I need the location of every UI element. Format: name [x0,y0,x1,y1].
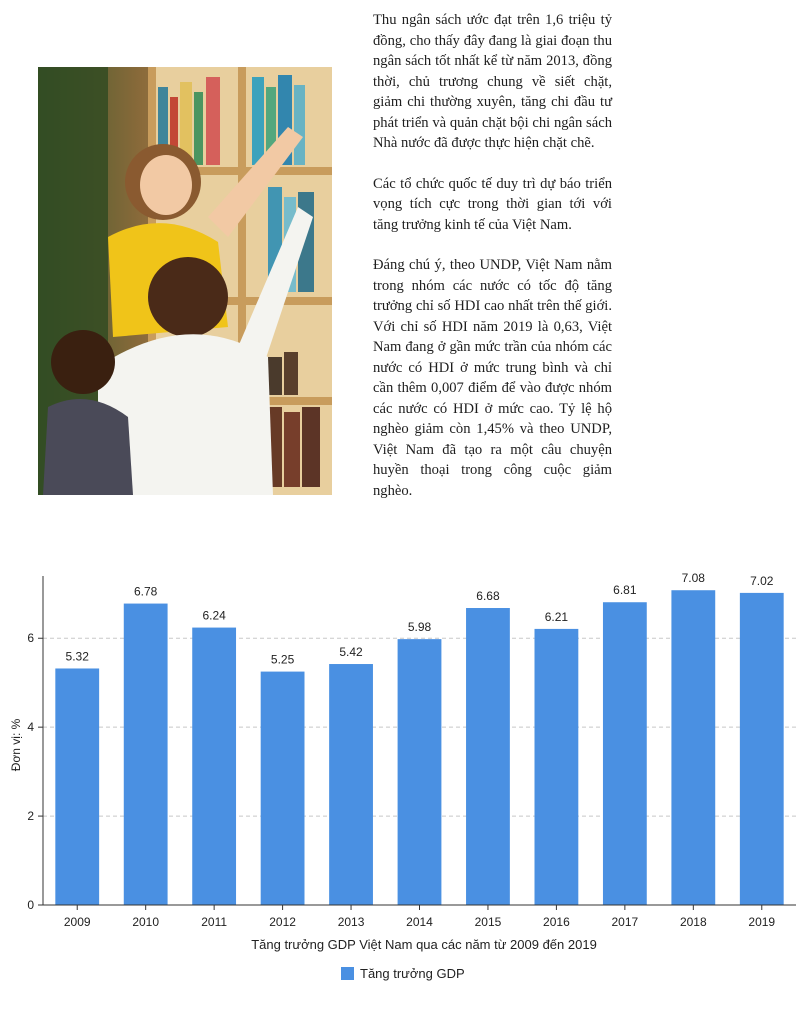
bar-2015 [466,608,510,905]
x-tick-label-2018: 2018 [679,915,707,929]
article-paragraph: Các tổ chức quốc tế duy trì dự báo triển vọng tích cực trong thời gian tới với tăng trưởng kinh tế của Việt Nam. [373,175,612,233]
chart-canvas [0,560,800,1000]
legend-label: Tăng trưởng GDP [360,966,465,981]
bar-2009 [55,668,99,905]
y-tick-label: 4 [27,720,34,735]
value-label-2016: 6.21 [544,609,569,624]
x-tick-label-2013: 2013 [337,915,365,929]
x-tick-label-2011: 2011 [201,915,228,929]
x-tick-label-2015: 2015 [474,915,502,929]
value-label-2013: 5.42 [339,645,363,660]
y-tick-label: 2 [27,809,34,824]
x-tick-label-2009: 2009 [63,915,91,929]
bar-2012 [261,672,305,905]
bar-2017 [603,602,647,905]
value-label-2015: 6.68 [476,589,500,604]
value-label-2010: 6.78 [134,584,158,599]
bar-2018 [671,590,715,905]
x-tick-label-2012: 2012 [269,915,296,929]
x-tick-label-2016: 2016 [543,915,570,929]
x-tick-label-2010: 2010 [132,915,160,929]
children-bookshelf-illustration [38,67,332,495]
x-tick-label-2014: 2014 [406,915,433,929]
legend [341,966,465,981]
y-axis-label: Đơn vị: % [9,718,23,772]
x-axis-label: Tăng trưởng GDP Việt Nam qua các năm từ 2009 đến 2019 [251,937,597,952]
y-tick-label: 6 [27,631,34,646]
gdp-bar-chart [0,560,800,1000]
article-text [373,10,612,521]
x-tick-labels [64,905,776,929]
y-tick-label: 0 [27,898,34,912]
article-paragraph: Đáng chú ý, theo UNDP, Việt Nam nằm trong nhóm các nước có tốc độ tăng trưởng chỉ số HDI cao nhất trên thế giới. Với chỉ số HDI năm 2019 là 0,63, Việt Nam đang ở gần mức trần của nhóm các nước có HDI ở mức trung bình và chỉ cần thêm 0,007 điểm để vào được nhóm các nước có HDI ở mức cao. Tỷ lệ hộ nghèo giảm còn 1,45% và theo UNDP, Việt Nam đã tạo ra một câu chuyện huyền thoại trong công cuộc giảm nghèo. [373,257,612,499]
value-label-2018: 7.08 [681,571,705,586]
bar-2014 [398,639,442,905]
bar-2011 [192,628,236,905]
value-label-2017: 6.81 [613,583,637,598]
article-paragraph: Thu ngân sách ước đạt trên 1,6 triệu tỷ đồng, cho thấy đây đang là giai đoạn thu ngân sách tốt nhất kể từ năm 2013, đồng thời, chủ trương chung về siết chặt, giảm chi thường xuyên, tăng chi đầu tư phát triển và quản chặt bội chi ngân sách Nhà nước đã được thực hiện chặt chẽ. [373,12,612,151]
value-label-2011: 6.24 [202,608,226,623]
value-label-2009: 5.32 [65,649,89,664]
bar-2016 [535,629,579,905]
x-tick-label-2017: 2017 [611,915,639,929]
bar-2019 [740,593,784,905]
value-label-2019: 7.02 [750,573,774,588]
bar-2010 [124,604,168,905]
y-tick-labels [27,631,43,912]
bar-2013 [329,664,373,905]
legend-swatch [341,967,354,980]
article-photo [38,67,332,495]
bars [55,590,783,905]
value-label-2014: 5.98 [407,620,432,635]
value-label-2012: 5.25 [270,652,295,667]
x-tick-label-2019: 2019 [748,915,776,929]
